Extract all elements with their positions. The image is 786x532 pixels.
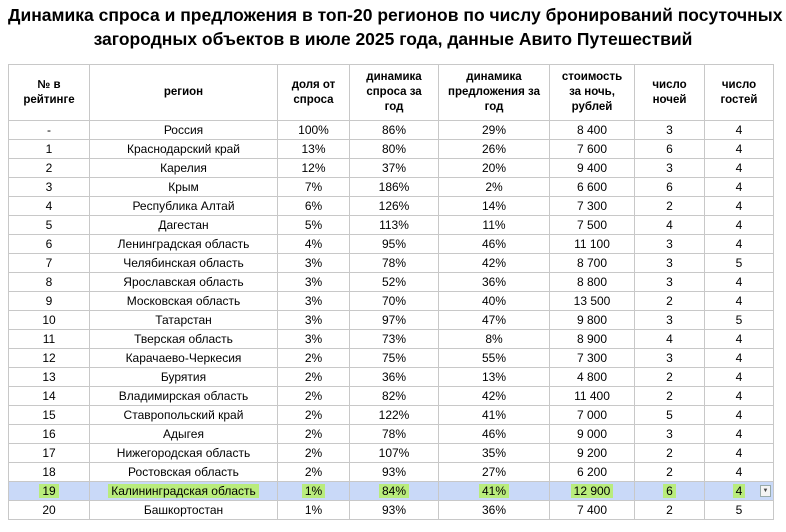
cell-region[interactable]: Владимирская область [90, 387, 278, 406]
cell-nights[interactable]: 4 [635, 216, 705, 235]
table-row [9, 349, 774, 368]
table-row [9, 216, 774, 235]
cell-share[interactable]: 2% [278, 387, 350, 406]
cell-supply[interactable]: 2% [439, 178, 550, 197]
cell-rank[interactable] [9, 482, 90, 501]
cell-region[interactable]: Ростовская область [90, 463, 278, 482]
header-region-line: регион [163, 86, 204, 98]
cell-share[interactable]: 2% [278, 444, 350, 463]
cell-price[interactable]: 11 100 [550, 235, 635, 254]
cell-guests[interactable]: 5 [705, 311, 774, 330]
cell-supply[interactable]: 11% [439, 216, 550, 235]
cell-share[interactable]: 7% [278, 178, 350, 197]
cell-price[interactable]: 8 400 [550, 121, 635, 140]
cell-share[interactable]: 2% [278, 463, 350, 482]
cell-nights[interactable]: 2 [635, 197, 705, 216]
cell-demand[interactable]: 37% [350, 159, 439, 178]
cell-region[interactable]: Московская область [90, 292, 278, 311]
cell-share[interactable]: 3% [278, 330, 350, 349]
header-supply[interactable] [439, 65, 550, 121]
cell-supply[interactable]: 46% [439, 425, 550, 444]
cell-rank[interactable]: - [9, 121, 90, 140]
cell-supply[interactable]: 41% [439, 406, 550, 425]
cell-supply[interactable]: 29% [439, 121, 550, 140]
cell-price[interactable]: 7 300 [550, 197, 635, 216]
cell-price[interactable]: 7 000 [550, 406, 635, 425]
page-title [8, 3, 783, 51]
cell-share[interactable]: 2% [278, 406, 350, 425]
cell-nights[interactable]: 2 [635, 463, 705, 482]
cell-rank[interactable]: 4 [9, 197, 90, 216]
cell-price-text: 12 900 [571, 484, 614, 498]
cell-rank[interactable]: 20 [9, 501, 90, 520]
cell-supply[interactable]: 36% [439, 273, 550, 292]
cell-guests[interactable]: 4 [705, 463, 774, 482]
cell-region[interactable]: Карачаево-Черкесия [90, 349, 278, 368]
table-row [9, 254, 774, 273]
cell-rank[interactable]: 1 [9, 140, 90, 159]
table-row [9, 292, 774, 311]
cell-share[interactable]: 100% [278, 121, 350, 140]
cell-guests[interactable]: 4 [705, 273, 774, 292]
cell-rank[interactable]: 5 [9, 216, 90, 235]
cell-region[interactable]: Бурятия [90, 368, 278, 387]
header-price-line: рублей [571, 101, 613, 113]
table-row [9, 501, 774, 520]
cell-region[interactable]: Республика Алтай [90, 197, 278, 216]
header-supply-line: год [484, 101, 504, 113]
cell-share[interactable]: 12% [278, 159, 350, 178]
cell-rank[interactable]: 13 [9, 368, 90, 387]
cell-demand[interactable]: 113% [350, 216, 439, 235]
header-region[interactable] [90, 65, 278, 121]
cell-nights[interactable]: 3 [635, 159, 705, 178]
table-row [9, 482, 774, 501]
cell-rank[interactable]: 11 [9, 330, 90, 349]
header-supply-line: динамика [466, 71, 522, 83]
cell-rank[interactable]: 8 [9, 273, 90, 292]
cell-nights[interactable]: 4 [635, 330, 705, 349]
cell-guests[interactable]: 4 [705, 197, 774, 216]
table-row [9, 368, 774, 387]
cell-demand[interactable]: 86% [350, 121, 439, 140]
cell-share[interactable]: 3% [278, 311, 350, 330]
cell-demand[interactable]: 75% [350, 349, 439, 368]
table-row [9, 121, 774, 140]
table-row [9, 444, 774, 463]
header-demand-line: спроса за [366, 86, 422, 98]
cell-nights[interactable] [635, 482, 705, 501]
cell-rank[interactable]: 15 [9, 406, 90, 425]
cell-region[interactable]: Татарстан [90, 311, 278, 330]
table-row [9, 235, 774, 254]
cell-rank[interactable]: 14 [9, 387, 90, 406]
cell-region[interactable]: Крым [90, 178, 278, 197]
cell-price[interactable]: 8 700 [550, 254, 635, 273]
cell-share[interactable]: 3% [278, 254, 350, 273]
cell-nights[interactable]: 3 [635, 349, 705, 368]
cell-rank[interactable]: 17 [9, 444, 90, 463]
cell-nights[interactable]: 2 [635, 387, 705, 406]
cell-nights[interactable]: 2 [635, 292, 705, 311]
cell-supply[interactable]: 55% [439, 349, 550, 368]
cell-supply[interactable]: 42% [439, 387, 550, 406]
cell-rank[interactable]: 6 [9, 235, 90, 254]
header-share-line: доля от [291, 78, 336, 91]
cell-guests[interactable]: 4 [705, 368, 774, 387]
cell-guests[interactable]: 4 [705, 406, 774, 425]
cell-rank[interactable]: 16 [9, 425, 90, 444]
cell-price[interactable] [550, 482, 635, 501]
cell-nights[interactable]: 3 [635, 311, 705, 330]
cell-price[interactable]: 9 000 [550, 425, 635, 444]
table-row [9, 178, 774, 197]
cell-share[interactable]: 1% [278, 501, 350, 520]
table-row [9, 197, 774, 216]
cell-guests[interactable]: 4 [705, 425, 774, 444]
cell-region[interactable]: Адыгея [90, 425, 278, 444]
cell-demand[interactable]: 126% [350, 197, 439, 216]
cell-supply[interactable]: 46% [439, 235, 550, 254]
header-share-line: спроса [293, 93, 334, 106]
header-nights[interactable] [635, 65, 705, 121]
cell-share[interactable]: 2% [278, 349, 350, 368]
cell-demand[interactable]: 36% [350, 368, 439, 387]
cell-guests[interactable]: 4 [705, 444, 774, 463]
cell-guests[interactable]: 4 [705, 292, 774, 311]
cell-nights[interactable]: 3 [635, 273, 705, 292]
cell-nights[interactable]: 3 [635, 254, 705, 273]
title-line-2: загородных объектов в июле 2025 года, данные Авито Путешествий [93, 29, 693, 49]
cell-nights[interactable]: 3 [635, 425, 705, 444]
cell-region[interactable]: Карелия [90, 159, 278, 178]
cell-guests[interactable]: 4 [705, 121, 774, 140]
header-rank-line: рейтинге [23, 93, 75, 106]
cell-price[interactable]: 6 200 [550, 463, 635, 482]
cell-guests[interactable]: 4 [705, 330, 774, 349]
cell-price[interactable]: 9 400 [550, 159, 635, 178]
cell-share[interactable]: 13% [278, 140, 350, 159]
cell-share[interactable]: 3% [278, 273, 350, 292]
cell-guests[interactable]: 5 [705, 501, 774, 520]
cell-rank-text: 19 [39, 484, 58, 498]
cell-supply[interactable]: 20% [439, 159, 550, 178]
cell-demand[interactable]: 93% [350, 501, 439, 520]
cell-price[interactable]: 11 400 [550, 387, 635, 406]
cell-price[interactable]: 7 500 [550, 216, 635, 235]
cell-price[interactable]: 6 600 [550, 178, 635, 197]
cell-nights[interactable]: 2 [635, 368, 705, 387]
chevron-down-icon[interactable]: ▼ [760, 485, 771, 497]
cell-rank[interactable]: 9 [9, 292, 90, 311]
header-guests[interactable] [705, 65, 774, 121]
cell-region[interactable]: Тверская область [90, 330, 278, 349]
cell-region[interactable]: Ставропольский край [90, 406, 278, 425]
cell-guests[interactable]: 4 [705, 140, 774, 159]
header-price[interactable] [550, 65, 635, 121]
cell-guests[interactable]: 4 [705, 235, 774, 254]
cell-share-text: 1% [302, 484, 325, 498]
cell-supply[interactable]: 14% [439, 197, 550, 216]
cell-rank[interactable]: 2 [9, 159, 90, 178]
cell-supply[interactable]: 40% [439, 292, 550, 311]
cell-region[interactable]: Ярославская область [90, 273, 278, 292]
title-line-1: Динамика спроса и предложения в топ-20 регионов по числу бронирований посуточных [8, 5, 783, 25]
cell-demand[interactable]: 186% [350, 178, 439, 197]
cell-demand-text: 84% [379, 484, 409, 498]
header-guests-line: гостей [720, 93, 758, 106]
cell-nights[interactable]: 3 [635, 121, 705, 140]
header-guests-line: число [721, 78, 757, 91]
cell-nights[interactable]: 5 [635, 406, 705, 425]
cell-share[interactable] [278, 482, 350, 501]
cell-demand[interactable]: 122% [350, 406, 439, 425]
cell-region[interactable]: Дагестан [90, 216, 278, 235]
cell-price[interactable]: 4 800 [550, 368, 635, 387]
header-price-line: стоимость [561, 71, 623, 83]
cell-demand[interactable]: 78% [350, 425, 439, 444]
cell-supply[interactable] [439, 482, 550, 501]
table-row [9, 463, 774, 482]
cell-supply[interactable]: 27% [439, 463, 550, 482]
cell-demand[interactable]: 93% [350, 463, 439, 482]
header-demand-line: динамика [366, 71, 422, 83]
cell-nights[interactable]: 2 [635, 501, 705, 520]
cell-nights[interactable]: 6 [635, 140, 705, 159]
header-nights-line: число [652, 78, 687, 91]
cell-share[interactable]: 3% [278, 292, 350, 311]
cell-supply-text: 41% [479, 484, 509, 498]
cell-guests[interactable] [705, 482, 774, 501]
cell-demand[interactable]: 73% [350, 330, 439, 349]
cell-price[interactable]: 7 400 [550, 501, 635, 520]
cell-guests[interactable]: 4 [705, 159, 774, 178]
cell-nights-text: 6 [663, 484, 676, 498]
cell-region[interactable]: Башкортостан [90, 501, 278, 520]
cell-price[interactable]: 9 200 [550, 444, 635, 463]
cell-rank[interactable]: 7 [9, 254, 90, 273]
cell-guests[interactable]: 4 [705, 349, 774, 368]
cell-supply[interactable]: 8% [439, 330, 550, 349]
cell-price[interactable]: 8 800 [550, 273, 635, 292]
header-share[interactable] [278, 65, 350, 121]
cell-guests-text: 4 [733, 484, 746, 498]
cell-region-text: Калининградская область [108, 484, 259, 498]
header-supply-line: предложения за [448, 86, 540, 98]
table-row [9, 311, 774, 330]
cell-demand[interactable]: 80% [350, 140, 439, 159]
header-demand[interactable] [350, 65, 439, 121]
cell-supply[interactable]: 13% [439, 368, 550, 387]
header-nights-line: ночей [652, 93, 687, 106]
cell-demand[interactable]: 107% [350, 444, 439, 463]
table-row [9, 273, 774, 292]
table-row [9, 425, 774, 444]
cell-share[interactable]: 2% [278, 368, 350, 387]
header-price-line: за ночь, [569, 86, 615, 98]
cell-nights[interactable]: 3 [635, 235, 705, 254]
cell-rank[interactable]: 3 [9, 178, 90, 197]
table-row [9, 140, 774, 159]
cell-supply[interactable]: 42% [439, 254, 550, 273]
cell-demand[interactable]: 82% [350, 387, 439, 406]
table-row [9, 387, 774, 406]
cell-guests[interactable]: 5 [705, 254, 774, 273]
cell-price[interactable]: 7 300 [550, 349, 635, 368]
cell-region[interactable]: Россия [90, 121, 278, 140]
header-rank[interactable] [9, 65, 90, 121]
cell-demand[interactable]: 97% [350, 311, 439, 330]
cell-demand[interactable]: 70% [350, 292, 439, 311]
cell-demand[interactable]: 78% [350, 254, 439, 273]
cell-price[interactable]: 13 500 [550, 292, 635, 311]
table-row [9, 406, 774, 425]
cell-region[interactable] [90, 482, 278, 501]
table-row [9, 330, 774, 349]
header-row [9, 65, 774, 121]
cell-nights[interactable]: 6 [635, 178, 705, 197]
cell-share[interactable]: 4% [278, 235, 350, 254]
cell-region[interactable]: Ленинградская область [90, 235, 278, 254]
cell-region[interactable]: Краснодарский край [90, 140, 278, 159]
cell-share[interactable]: 2% [278, 425, 350, 444]
cell-guests[interactable]: 4 [705, 216, 774, 235]
header-demand-line: год [384, 101, 404, 113]
cell-supply[interactable]: 35% [439, 444, 550, 463]
cell-rank[interactable]: 10 [9, 311, 90, 330]
cell-share[interactable]: 6% [278, 197, 350, 216]
cell-price[interactable]: 7 600 [550, 140, 635, 159]
cell-share[interactable]: 5% [278, 216, 350, 235]
cell-price[interactable]: 8 900 [550, 330, 635, 349]
cell-guests[interactable]: 4 [705, 387, 774, 406]
cell-demand[interactable]: 52% [350, 273, 439, 292]
cell-rank[interactable]: 12 [9, 349, 90, 368]
cell-demand[interactable]: 95% [350, 235, 439, 254]
header-rank-line: № в [37, 78, 61, 91]
cell-nights[interactable]: 2 [635, 444, 705, 463]
cell-guests[interactable]: 4 [705, 178, 774, 197]
cell-region[interactable]: Челябинская область [90, 254, 278, 273]
cell-supply[interactable]: 26% [439, 140, 550, 159]
cell-demand[interactable] [350, 482, 439, 501]
cell-rank[interactable]: 18 [9, 463, 90, 482]
table-row [9, 159, 774, 178]
cell-supply[interactable]: 47% [439, 311, 550, 330]
cell-supply[interactable]: 36% [439, 501, 550, 520]
regions-table [8, 64, 774, 520]
cell-price[interactable]: 9 800 [550, 311, 635, 330]
cell-region[interactable]: Нижегородская область [90, 444, 278, 463]
